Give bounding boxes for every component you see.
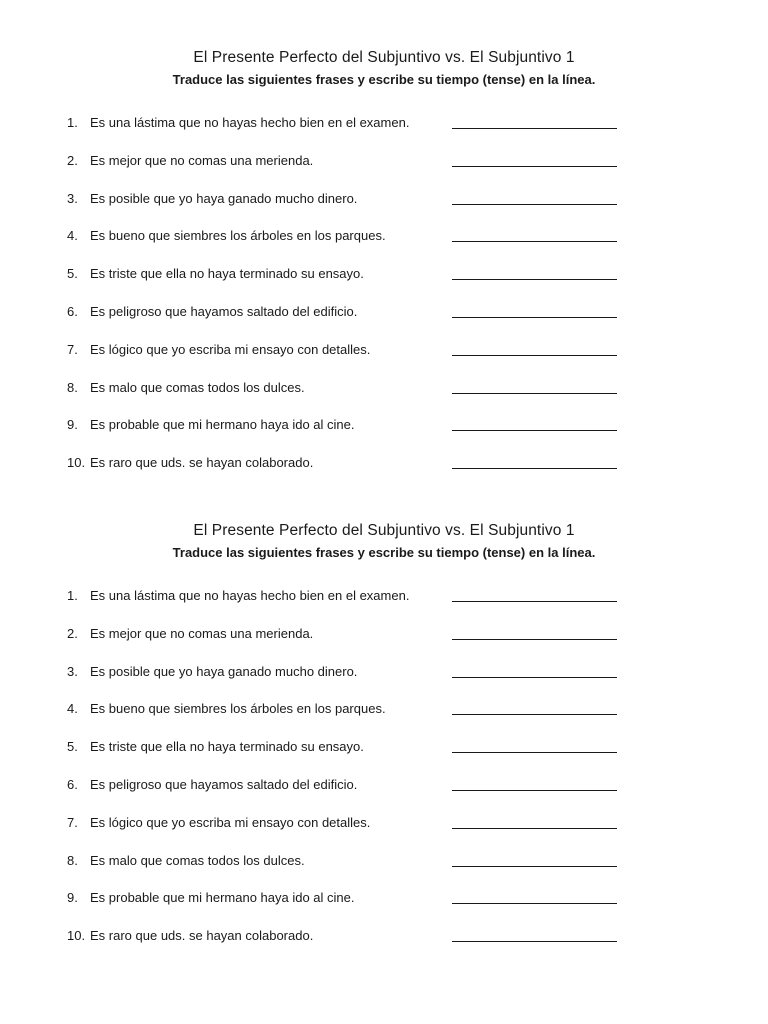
- answer-line: [452, 241, 617, 242]
- question-text: Es lógico que yo escriba mi ensayo con detalles.: [90, 341, 371, 357]
- question-item: [0, 625, 768, 663]
- question-text: Es peligroso que hayamos saltado del edificio.: [90, 303, 358, 319]
- question-item: [0, 776, 768, 814]
- question-text: Es malo que comas todos los dulces.: [90, 852, 305, 868]
- question-text: Es probable que mi hermano haya ido al cine.: [90, 890, 355, 906]
- question-number: 4.: [67, 228, 78, 244]
- worksheet-title: El Presente Perfecto del Subjuntivo vs. El Subjuntivo 1: [193, 522, 575, 539]
- answer-line: [452, 393, 617, 394]
- answer-line: [452, 166, 617, 167]
- worksheet-instructions: Traduce las siguientes frases y escribe su tiempo (tense) en la línea.: [172, 72, 596, 87]
- question-number: 2.: [67, 152, 78, 168]
- question-number: 1.: [67, 115, 78, 130]
- answer-line: [452, 866, 617, 867]
- answer-line: [452, 355, 617, 356]
- question-text: Es peligroso que hayamos saltado del edificio.: [90, 776, 358, 792]
- question-item: [0, 265, 768, 303]
- question-list: [0, 587, 768, 965]
- answer-line: [452, 204, 617, 205]
- question-item: [0, 190, 768, 228]
- question-number: 9.: [67, 417, 78, 433]
- answer-line: [452, 639, 617, 640]
- question-item: [0, 700, 768, 738]
- worksheet-instructions: Traduce las siguientes frases y escribe su tiempo (tense) en la línea.: [172, 545, 596, 560]
- question-item: [0, 663, 768, 701]
- question-number: 1.: [67, 588, 78, 603]
- question-text: Es una lástima que no hayas hecho bien en el examen.: [90, 115, 410, 130]
- question-text: Es lógico que yo escriba mi ensayo con detalles.: [90, 814, 371, 830]
- worksheet-title: El Presente Perfecto del Subjuntivo vs. El Subjuntivo 1: [193, 49, 575, 66]
- answer-line: [452, 317, 617, 318]
- question-item: [0, 341, 768, 379]
- answer-line: [452, 279, 617, 280]
- question-number: 9.: [67, 890, 78, 906]
- question-item: [0, 303, 768, 341]
- question-number: 6.: [67, 776, 78, 792]
- question-item: [0, 852, 768, 890]
- question-item: [0, 416, 768, 454]
- question-number: 2.: [67, 625, 78, 641]
- answer-line: [452, 752, 617, 753]
- answer-line: [452, 430, 617, 431]
- question-list: [0, 114, 768, 492]
- question-text: Es mejor que no comas una merienda.: [90, 152, 314, 168]
- question-text: Es posible que yo haya ganado mucho dinero.: [90, 190, 358, 206]
- question-item: [0, 814, 768, 852]
- question-text: Es probable que mi hermano haya ido al cine.: [90, 417, 355, 433]
- question-number: 3.: [67, 190, 78, 206]
- question-text: Es triste que ella no haya terminado su ensayo.: [90, 266, 364, 282]
- question-number: 7.: [67, 341, 78, 357]
- question-item: [0, 454, 768, 492]
- question-number: 10.: [67, 928, 86, 944]
- question-text: Es raro que uds. se hayan colaborado.: [90, 928, 314, 944]
- question-item: [0, 114, 768, 152]
- answer-line: [452, 468, 617, 469]
- question-number: 5.: [67, 739, 78, 755]
- question-item: [0, 379, 768, 417]
- question-item: [0, 927, 768, 965]
- answer-line: [452, 677, 617, 678]
- question-number: 8.: [67, 379, 78, 395]
- answer-line: [452, 903, 617, 904]
- question-text: Es bueno que siembres los árboles en los parques.: [90, 701, 386, 717]
- answer-line: [452, 128, 617, 129]
- answer-line: [452, 790, 617, 791]
- question-number: 6.: [67, 303, 78, 319]
- question-number: 3.: [67, 663, 78, 679]
- question-text: Es triste que ella no haya terminado su ensayo.: [90, 739, 364, 755]
- question-item: [0, 587, 768, 625]
- question-number: 10.: [67, 455, 86, 471]
- answer-line: [452, 941, 617, 942]
- answer-line: [452, 601, 617, 602]
- question-text: Es malo que comas todos los dulces.: [90, 379, 305, 395]
- question-number: 8.: [67, 852, 78, 868]
- question-text: Es una lástima que no hayas hecho bien en el examen.: [90, 588, 410, 603]
- question-item: [0, 738, 768, 776]
- question-number: 5.: [67, 266, 78, 282]
- question-text: Es posible que yo haya ganado mucho dinero.: [90, 663, 358, 679]
- answer-line: [452, 714, 617, 715]
- question-item: [0, 227, 768, 265]
- question-text: Es raro que uds. se hayan colaborado.: [90, 455, 314, 471]
- question-item: [0, 889, 768, 927]
- question-text: Es mejor que no comas una merienda.: [90, 625, 314, 641]
- question-number: 4.: [67, 701, 78, 717]
- answer-line: [452, 828, 617, 829]
- question-text: Es bueno que siembres los árboles en los parques.: [90, 228, 386, 244]
- question-number: 7.: [67, 814, 78, 830]
- question-item: [0, 152, 768, 190]
